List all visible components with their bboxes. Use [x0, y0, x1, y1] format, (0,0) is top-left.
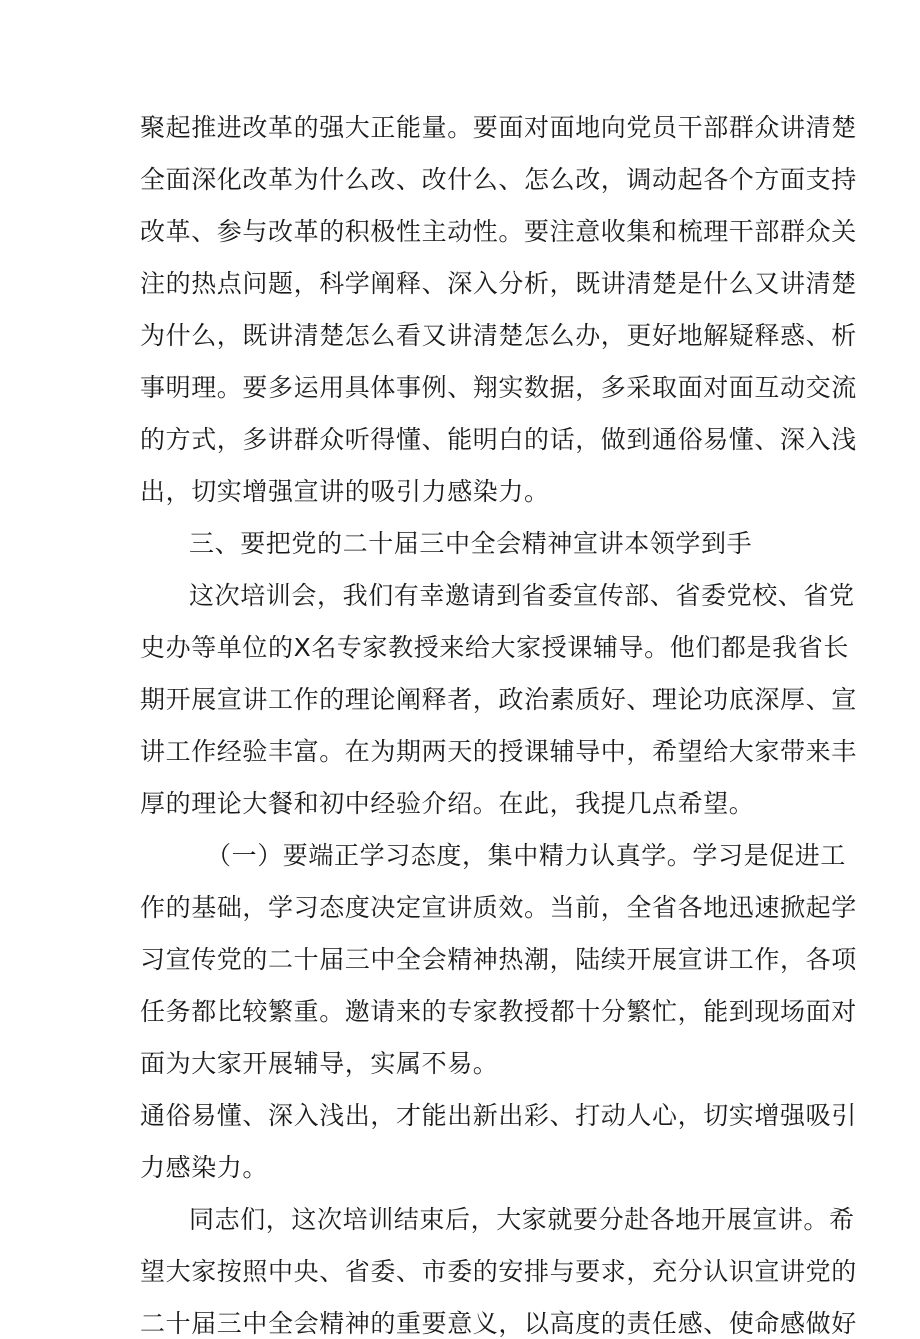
text-line: 这次培训会，我们有幸邀请到省委宣传部、省委党校、省党: [189, 581, 855, 610]
text-line: 力感染力。: [140, 1153, 269, 1182]
text-line: 史办等单位的X名专家教授来给大家授课辅导。他们都是我省长: [140, 633, 849, 662]
text-line: 同志们，这次培训结束后，大家就要分赴各地开展宣讲。希: [189, 1205, 855, 1234]
text-line: 事明理。要多运用具体事例、翔实数据，多采取面对面互动交流: [140, 373, 857, 402]
text-line: 聚起推进改革的强大正能量。要面对面地向党员干部群众讲清楚: [140, 113, 857, 142]
text-line: 注的热点问题，科学阐释、深入分析，既讲清楚是什么又讲清楚: [140, 269, 857, 298]
text-line: 任务都比较繁重。邀请来的专家教授都十分繁忙，能到现场面对: [140, 997, 857, 1026]
text-line: 出，切实增强宣讲的吸引力感染力。: [140, 477, 550, 506]
text-line: 全面深化改革为什么改、改什么、怎么改，调动起各个方面支持: [140, 165, 857, 194]
text-line: 二十届三中全会精神的重要意义，以高度的责任感、使命感做好: [140, 1309, 857, 1338]
text-line: 为什么，既讲清楚怎么看又讲清楚怎么办，更好地解疑释惑、析: [140, 321, 857, 350]
text-line: 改革、参与改革的积极性主动性。要注意收集和梳理干部群众关: [140, 217, 857, 246]
text-line: 期开展宣讲工作的理论阐释者，政治素质好、理论功底深厚、宣: [140, 685, 857, 714]
text-line: 厚的理论大餐和初中经验介绍。在此，我提几点希望。: [140, 789, 755, 818]
subsection-heading: （一）要端正学习态度，集中精力认真学。学习是促进工: [206, 841, 847, 870]
text-line: 讲工作经验丰富。在为期两天的授课辅导中，希望给大家带来丰: [140, 737, 857, 766]
text-line: 习宣传党的二十届三中全会精神热潮，陆续开展宣讲工作，各项: [140, 945, 857, 974]
text-line: 作的基础，学习态度决定宣讲质效。当前，全省各地迅速掀起学: [140, 893, 857, 922]
text-line: 面为大家开展辅导，实属不易。: [140, 1049, 499, 1078]
text-line: 通俗易懂、深入浅出，才能出新出彩、打动人心，切实增强吸引: [140, 1101, 857, 1130]
section-heading: 三、要把党的二十届三中全会精神宣讲本领学到手: [189, 529, 753, 558]
text-line: 望大家按照中央、省委、市委的安排与要求，充分认识宣讲党的: [140, 1257, 857, 1286]
text-line: 的方式，多讲群众听得懂、能明白的话，做到通俗易懂、深入浅: [140, 425, 857, 454]
